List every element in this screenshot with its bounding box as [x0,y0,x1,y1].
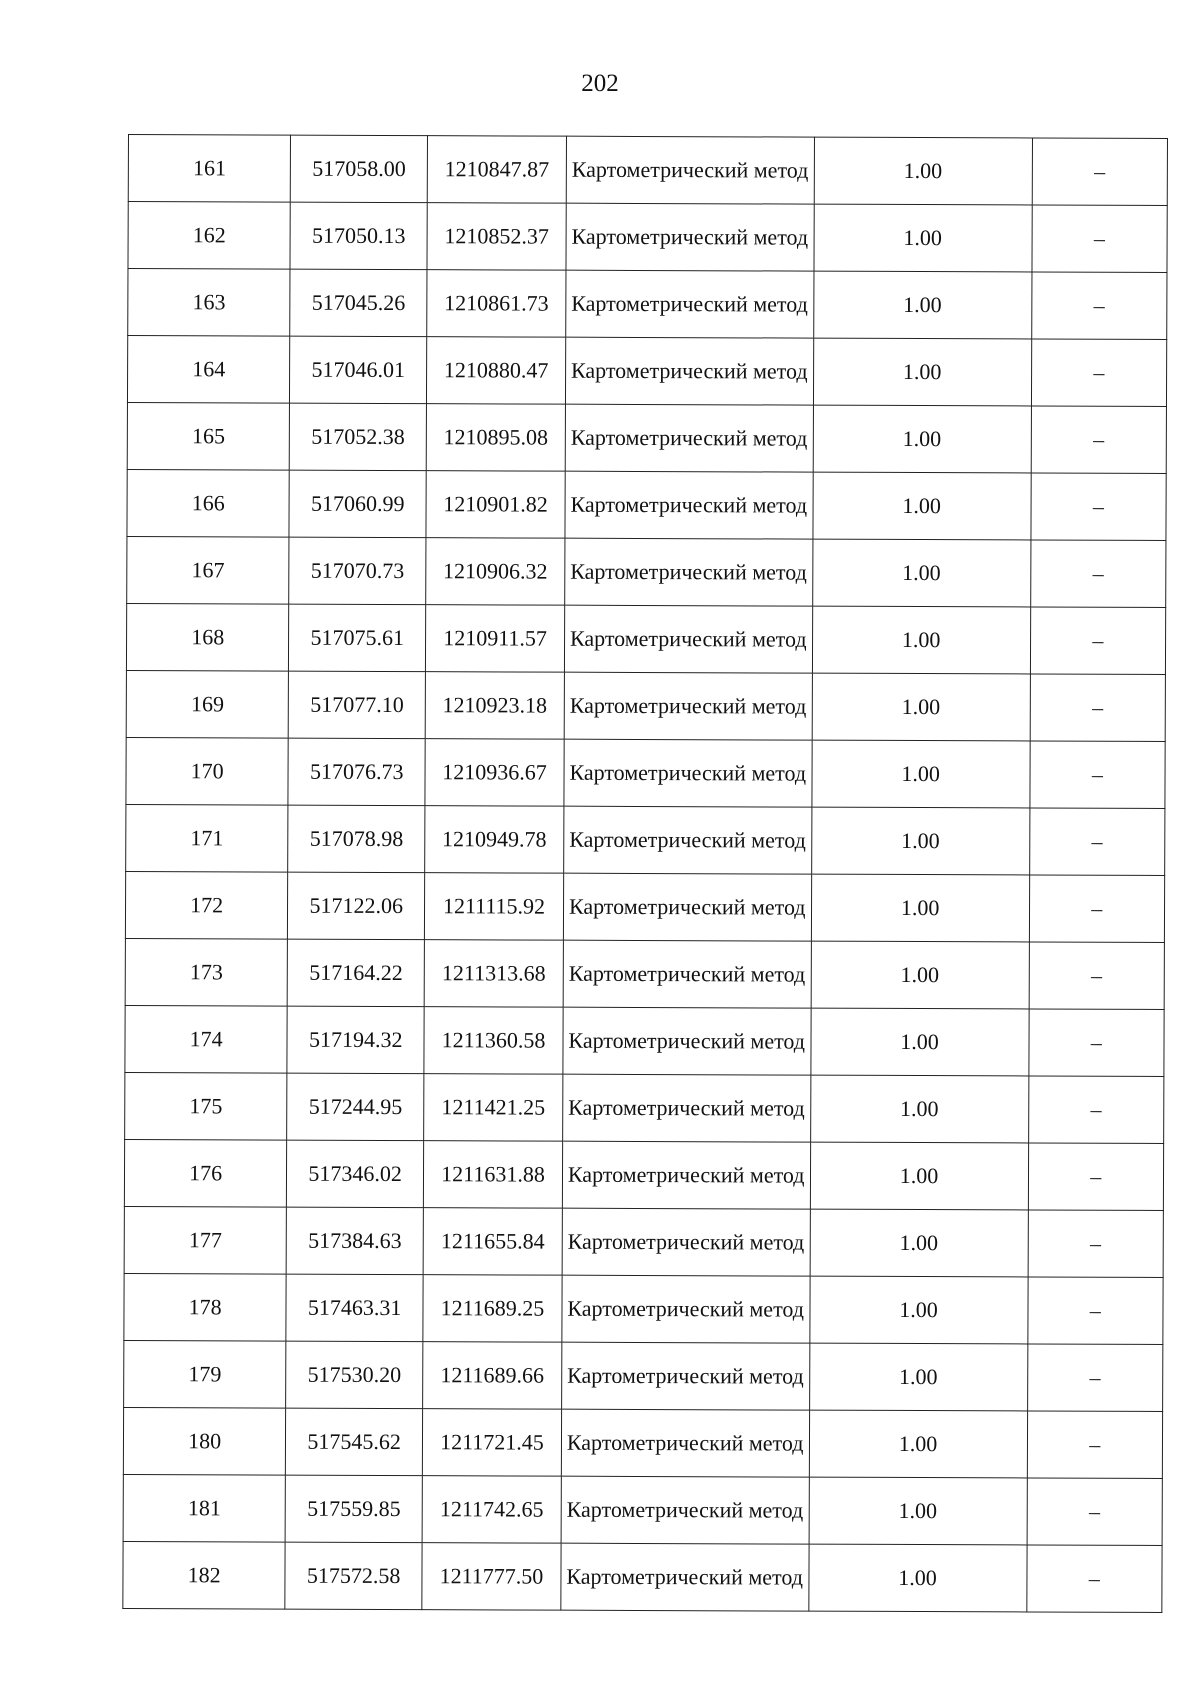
method-cell: Картометрический метод [564,806,812,874]
table-row [128,202,1167,273]
method-cell: Картометрический метод [564,672,812,740]
x-coordinate-cell: 517545.62 [286,1408,423,1476]
y-coordinate-cell: 1211689.25 [423,1275,562,1343]
x-coordinate-cell: 517122.06 [288,872,425,940]
table-row [126,804,1165,875]
table-row [125,871,1164,942]
point-number-cell: 174 [125,1005,288,1073]
x-coordinate-cell: 517077.10 [289,671,426,739]
point-number-cell: 165 [127,402,290,470]
x-coordinate-cell: 517052.38 [290,403,427,471]
table-row [125,938,1164,1009]
table-row [123,1541,1162,1612]
x-coordinate-cell: 517559.85 [285,1475,422,1543]
accuracy-cell: 1.00 [811,874,1029,942]
y-coordinate-cell: 1211777.50 [422,1543,561,1611]
point-number-cell: 168 [126,603,289,671]
point-number-cell: 179 [124,1340,287,1408]
note-cell: – [1031,272,1167,340]
y-coordinate-cell: 1211689.66 [423,1342,562,1410]
table-row [124,1273,1163,1344]
point-number-cell: 180 [123,1407,286,1475]
accuracy-cell: 1.00 [809,1343,1027,1411]
point-number-cell: 172 [125,871,288,939]
note-cell: – [1030,607,1166,675]
y-coordinate-cell: 1210880.47 [427,337,566,405]
table-row [125,1072,1164,1143]
point-number-cell: 169 [126,670,289,738]
x-coordinate-cell: 517572.58 [285,1542,422,1610]
table-row [125,1005,1164,1076]
accuracy-cell: 1.00 [809,1410,1027,1478]
accuracy-cell: 1.00 [814,137,1032,205]
accuracy-cell: 1.00 [810,1209,1028,1277]
method-cell: Картометрический метод [566,203,814,271]
accuracy-cell: 1.00 [811,740,1029,808]
accuracy-cell: 1.00 [813,405,1031,473]
x-coordinate-cell: 517530.20 [286,1341,423,1409]
note-cell: – [1031,339,1167,407]
method-cell: Картометрический метод [566,270,814,338]
method-cell: Картометрический метод [563,1007,811,1075]
x-coordinate-cell: 517058.00 [291,135,428,203]
x-coordinate-cell: 517076.73 [288,738,425,806]
note-cell: – [1032,138,1168,206]
y-coordinate-cell: 1211655.84 [423,1208,562,1276]
point-number-cell: 164 [127,336,290,404]
note-cell: – [1027,1277,1163,1345]
method-cell: Картометрический метод [564,739,812,807]
accuracy-cell: 1.00 [809,1477,1027,1545]
table-row [127,469,1166,540]
accuracy-cell: 1.00 [813,271,1031,339]
table-row [128,135,1167,206]
method-cell: Картометрический метод [562,1275,810,1343]
accuracy-cell: 1.00 [809,1276,1027,1344]
y-coordinate-cell: 1211421.25 [424,1074,563,1142]
method-cell: Картометрический метод [564,605,812,673]
y-coordinate-cell: 1210923.18 [425,672,564,740]
method-cell: Картометрический метод [566,136,814,204]
note-cell: – [1030,741,1166,809]
method-cell: Картометрический метод [562,1141,810,1209]
y-coordinate-cell: 1211313.68 [424,940,563,1008]
method-cell: Картометрический метод [562,1208,810,1276]
accuracy-cell: 1.00 [812,673,1030,741]
x-coordinate-cell: 517060.99 [289,470,426,538]
accuracy-cell: 1.00 [808,1544,1026,1612]
note-cell: – [1028,1076,1164,1144]
x-coordinate-cell: 517050.13 [290,202,427,270]
table-row [127,402,1166,473]
table-row [124,1139,1163,1210]
method-cell: Картометрический метод [563,940,811,1008]
x-coordinate-cell: 517463.31 [286,1274,423,1342]
y-coordinate-cell: 1211631.88 [423,1141,562,1209]
method-cell: Картометрический метод [565,471,813,539]
x-coordinate-cell: 517164.22 [287,939,424,1007]
y-coordinate-cell: 1210906.32 [426,538,565,606]
point-number-cell: 163 [128,269,291,337]
note-cell: – [1026,1545,1162,1613]
point-number-cell: 166 [127,469,290,537]
point-number-cell: 167 [127,536,290,604]
accuracy-cell: 1.00 [813,338,1031,406]
x-coordinate-cell: 517244.95 [287,1073,424,1141]
accuracy-cell: 1.00 [810,1075,1028,1143]
x-coordinate-cell: 517045.26 [290,269,427,337]
accuracy-cell: 1.00 [812,606,1030,674]
point-number-cell: 178 [124,1273,287,1341]
x-coordinate-cell: 517070.73 [289,537,426,605]
note-cell: – [1028,1210,1164,1278]
note-cell: – [1029,942,1165,1010]
y-coordinate-cell: 1211115.92 [425,873,564,941]
method-cell: Картометрический метод [561,1409,809,1477]
table-row [123,1474,1162,1545]
note-cell: – [1027,1478,1163,1546]
y-coordinate-cell: 1210895.08 [426,404,565,472]
method-cell: Картометрический метод [561,1543,809,1611]
accuracy-cell: 1.00 [812,472,1030,540]
y-coordinate-cell: 1210852.37 [427,203,566,271]
accuracy-cell: 1.00 [814,204,1032,272]
y-coordinate-cell: 1210911.57 [426,605,565,673]
note-cell: – [1032,205,1168,273]
x-coordinate-cell: 517075.61 [289,604,426,672]
point-number-cell: 161 [128,135,291,203]
accuracy-cell: 1.00 [810,1008,1028,1076]
accuracy-cell: 1.00 [812,539,1030,607]
point-number-cell: 176 [124,1139,287,1207]
table-body [123,135,1168,1613]
method-cell: Картометрический метод [562,1342,810,1410]
y-coordinate-cell: 1210901.82 [426,471,565,539]
y-coordinate-cell: 1210861.73 [427,270,566,338]
coordinates-table [122,134,1168,1613]
method-cell: Картометрический метод [563,1074,811,1142]
y-coordinate-cell: 1211360.58 [424,1007,563,1075]
y-coordinate-cell: 1211742.65 [422,1476,561,1544]
note-cell: – [1029,808,1165,876]
point-number-cell: 173 [125,938,288,1006]
table-row [126,670,1165,741]
table-row [127,536,1166,607]
method-cell: Картометрический метод [565,538,813,606]
method-cell: Картометрический метод [565,404,813,472]
x-coordinate-cell: 517078.98 [288,805,425,873]
y-coordinate-cell: 1211721.45 [422,1409,561,1477]
point-number-cell: 175 [125,1072,288,1140]
method-cell: Картометрический метод [561,1476,809,1544]
note-cell: – [1029,875,1165,943]
point-number-cell: 177 [124,1206,287,1274]
note-cell: – [1030,540,1166,608]
page-number: 202 [581,70,619,97]
table-row [126,603,1165,674]
point-number-cell: 170 [126,737,289,805]
x-coordinate-cell: 517046.01 [290,336,427,404]
table-row [127,336,1166,407]
method-cell: Картометрический метод [565,337,813,405]
note-cell: – [1028,1143,1164,1211]
table-row [124,1340,1163,1411]
accuracy-cell: 1.00 [811,807,1029,875]
table-row [124,1206,1163,1277]
table-row [126,737,1165,808]
accuracy-cell: 1.00 [811,941,1029,1009]
table-row [123,1407,1162,1478]
method-cell: Картометрический метод [563,873,811,941]
note-cell: – [1030,674,1166,742]
x-coordinate-cell: 517384.63 [286,1207,423,1275]
x-coordinate-cell: 517346.02 [287,1140,424,1208]
note-cell: – [1031,406,1167,474]
y-coordinate-cell: 1210847.87 [427,136,566,204]
x-coordinate-cell: 517194.32 [287,1006,424,1074]
note-cell: – [1027,1344,1163,1412]
y-coordinate-cell: 1210936.67 [425,739,564,807]
point-number-cell: 171 [126,804,289,872]
point-number-cell: 181 [123,1474,286,1542]
note-cell: – [1031,473,1167,541]
point-number-cell: 162 [128,202,291,270]
note-cell: – [1027,1411,1163,1479]
y-coordinate-cell: 1210949.78 [425,806,564,874]
point-number-cell: 182 [123,1541,286,1609]
accuracy-cell: 1.00 [810,1142,1028,1210]
table-row [128,269,1167,340]
note-cell: – [1028,1009,1164,1077]
